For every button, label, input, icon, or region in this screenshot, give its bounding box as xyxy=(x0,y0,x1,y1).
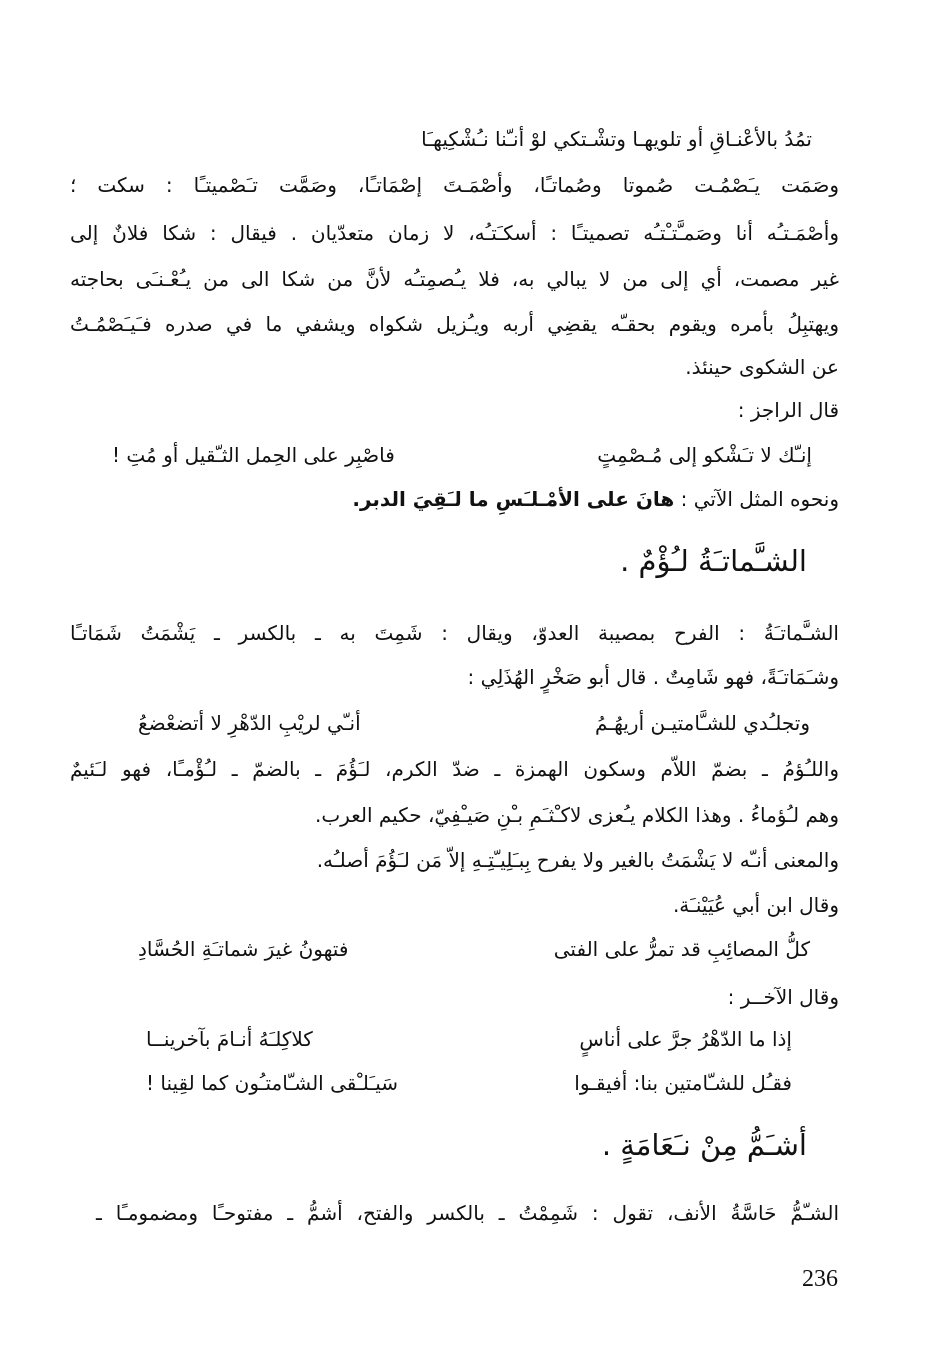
verse-hemistich-first: إذا ما الدّهْرُ جرَّ على أناسٍ xyxy=(579,1027,792,1051)
verse-hemistich-second: فتهونُ غيرَ شماتـَةِ الحُسَّادِ xyxy=(138,937,349,961)
body-line: ويهتبِلُ بأمره ويقوم بحقـّه يقضِي أربه ويـُزيل شكواه ويشفي ما في صدره فـَيـَصْمُـتُ xyxy=(70,312,839,336)
section-heading: الشـَّماتـَةُ لـُؤْمٌ . xyxy=(620,544,807,578)
verse-hemistich-second: فاصْبِر على الحِمل الثـّقيل أو مُتِ ! xyxy=(112,443,395,467)
verse-line xyxy=(146,1068,792,1098)
proverb-intro: ونحوه المثل الآتي : xyxy=(674,487,839,511)
body-line: عن الشكوى حينئذ. xyxy=(685,355,839,379)
verse-line xyxy=(138,934,810,964)
verse-hemistich-first: وتجلـُدي للشـَّامتيـن أريهُـمُ xyxy=(594,711,810,735)
body-line: والمعنى أنـّه لا يَشْمَتُ بالغير ولا يفرح بِبـَلِيـّتِـهِ إلاّ مَن لـَؤُمَ أصلـُه. xyxy=(316,848,839,872)
verse-line xyxy=(146,1024,792,1054)
section-heading: أشـَمُّ مِنْ نـَعَامَةٍ . xyxy=(601,1128,807,1162)
body-line: واللـُؤمُ ـ بضمّ اللاّم وسكون الهمزة ـ ضدّ الكرم، لـَؤُمَ ـ بالضمّ ـ لـُؤْمـًا، فهو لـَئيمٌ xyxy=(70,757,839,781)
body-line: غير مصمت، أي إلى من لا يبالي به، فلا يـُصمِتـُه لأنَّ من شكا الى من يـُعْـنـَى بحاجته xyxy=(70,267,839,291)
body-line xyxy=(352,484,839,514)
verse-hemistich-second: سَيـَلـْقى الشـّامتـُون كما لقِينا ! xyxy=(146,1071,398,1095)
verse-hemistich-second: كلاكِلـَهُ أنـامَ بآخرينــا xyxy=(146,1027,313,1051)
verse-hemistich-first: فقـُل للشـّامتين بنا: أفيقـوا xyxy=(574,1071,792,1095)
body-line: وقال الآخــر : xyxy=(727,985,839,1009)
verse-hemistich-first: إنـّك لا تـَشْكو إلى مُـصْمِتٍ xyxy=(597,443,812,467)
verse-line xyxy=(138,708,810,738)
body-line: وشـَمَاتـَةً، فهو شَامِتٌ . قال أبو صَخْرٍ الهُذَلِي : xyxy=(467,665,839,689)
body-line: قال الراجز : xyxy=(737,398,839,422)
page-number: 236 xyxy=(802,1266,838,1292)
verse-line xyxy=(112,440,812,470)
body-line: وصَمَت يـَصْمُـت صُموتا وصُماتـًا، وأصْمَـتَ إصْمَاتـًا، وصَمَّت تـَصْميتـًا : سكت ؛ xyxy=(70,173,839,197)
body-line: وقال ابن أبي عُيَيْنـَة. xyxy=(672,893,839,917)
verse-hemistich-first: كلُّ المصائِبِ قد تمرُّ على الفتى xyxy=(553,937,810,961)
verse-hemistich-second: أنـّي لريْبِ الدّهْرِ لا أتضعْضعُ xyxy=(138,711,361,735)
verse-line xyxy=(160,124,812,154)
verse-text: تمُدُ بالأعْنـاقِ أو تلويهـا وتشْـتكي لوْ أنـّنا نـُشْكِيهـَا xyxy=(421,127,812,151)
proverb-text: هانَ على الأمْـلـَسِ ما لـَقِيَ الدبر. xyxy=(352,487,675,511)
body-line: الشـّمُّ حَاسَّةُ الأنف، تقول : شَمِمْتُ ـ بالكسر والفتح، أشمُّ ـ مفتوحـًا ومضمومـًا ـ xyxy=(96,1201,839,1225)
body-line: وهم لـُؤماءُ . وهذا الكلام يـُعزى لاكـْثـَمِ بـْنِ صَيـْفِيّ، حكيم العرب. xyxy=(314,803,839,827)
body-line: وأصْمَـتـُه أنا وصَمـَّتـْتـُه تصميتـًا : أسكـَتـُه، لا زمان متعدّيان . فيقال : شكا فلانٌ إلى xyxy=(70,221,839,245)
body-line: الشـَّماتـَةُ : الفرح بمصيبة العدوّ، ويقال : شَمِتَ به ـ بالكسر ـ يَشْمَتُ شَمَاتـًا xyxy=(70,621,839,645)
